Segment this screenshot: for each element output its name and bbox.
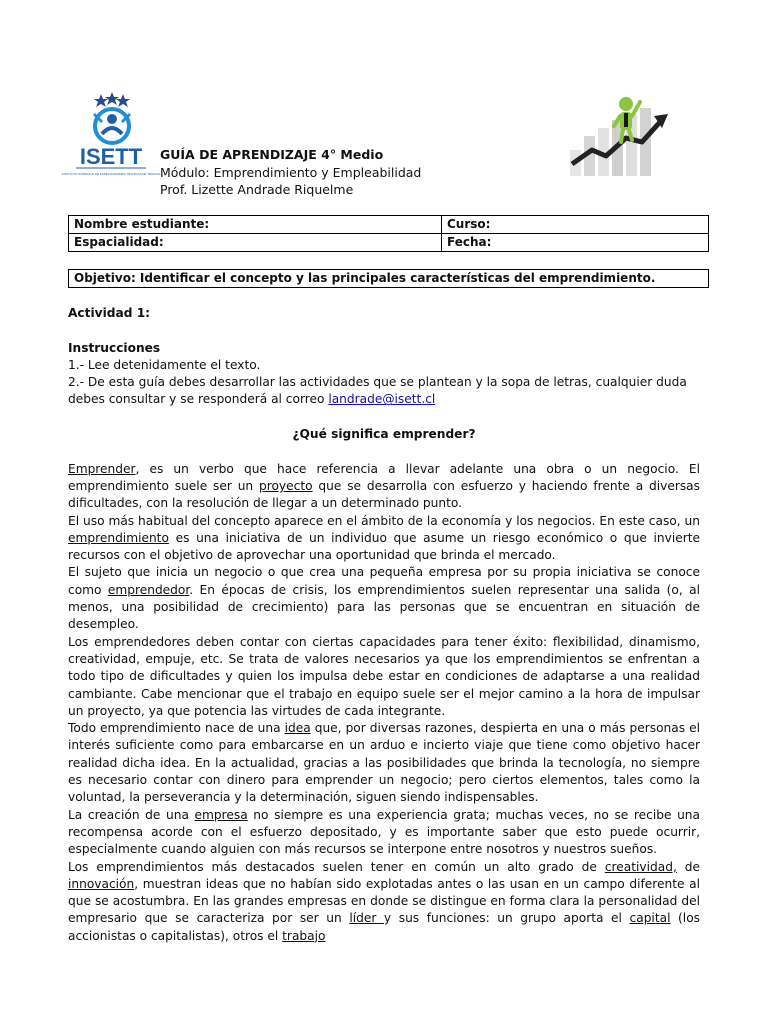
- module-name: Módulo: Emprendimiento y Empleabilidad: [160, 164, 422, 180]
- student-name-cell: Nombre estudiante:: [69, 216, 442, 234]
- table-row: [69, 216, 709, 234]
- guide-title: GUÍA DE APRENDIZAJE 4° Medio: [160, 147, 384, 162]
- paragraph-7: Los emprendimientos más destacados suelen tener en común un alto grado de creatividad, de innovación, muestran ideas que no habían sido explotadas antes o las usan en un campo diferente al que se acostumbra. En las grandes empresas en donde se distingue en forma clara la personalidad del empresario que se caracteriza por ser un líder y sus funciones: un grupo aporta el capital (los accionistas o capitalistas), otros el trabajo: [68, 859, 701, 943]
- email-link[interactable]: landrade@isett.cl: [328, 392, 436, 407]
- instructions-title: Instrucciones: [68, 340, 161, 355]
- term-emprender: Emprender: [68, 461, 136, 476]
- instruction-step-2-text: 2.- De esta guía debes desarrollar las actividades que se plantean y la sopa de letras, cualquier duda debes consultar y se responderá al correo: [68, 375, 687, 407]
- isett-logo: [61, 92, 161, 188]
- term-innovacion: innovación: [68, 876, 135, 891]
- logo-subtext: INSTITUTO SUPERIOR DE ESPECIALIDADES TÉCNICAS DE TEMUCO: [61, 172, 161, 176]
- growth-chart-illustration: [564, 92, 672, 182]
- objective-table: [68, 269, 709, 288]
- term-capital: capital: [629, 911, 671, 926]
- term-emprendedor: emprendedor: [107, 582, 190, 597]
- table-row: [69, 234, 709, 252]
- paragraph-1: Emprender, es un verbo que hace referencia a llevar adelante una obra o un negocio. El emprendimiento suele ser un proyecto que se desarrolla con esfuerzo y haciendo frente a diversas dificultades, con la resolución de llegar a un determinado punto.: [68, 461, 700, 511]
- objective-cell: Objetivo: Identificar el concepto y las principales características del emprendimiento.: [69, 270, 709, 288]
- term-proyecto: proyecto: [259, 478, 313, 493]
- term-creatividad: creatividad,: [604, 859, 677, 874]
- instruction-step-2: [68, 374, 700, 409]
- logo-text: ISETT: [79, 144, 143, 169]
- course-cell: Curso:: [442, 216, 709, 234]
- term-emprendimiento: emprendimiento: [68, 530, 169, 545]
- instruction-step-1: 1.- Lee detenidamente el texto.: [68, 357, 261, 372]
- table-row: [69, 270, 709, 288]
- paragraph-3: El sujeto que inicia un negocio o que crea una pequeña empresa por su propia iniciativa se conoce como emprendedor. En épocas de crisis, los emprendimientos suelen representar una salida (o, al menos, una posibilidad de crecimiento) para las personas que se encuentran en situación de desempleo.: [68, 565, 700, 632]
- term-idea: idea: [284, 721, 311, 736]
- guide-header: [160, 146, 421, 199]
- term-empresa: empresa: [194, 807, 248, 822]
- specialty-cell: Espacialidad:: [69, 234, 442, 252]
- student-info-table: [68, 215, 709, 252]
- term-lider: líder: [349, 911, 384, 926]
- term-trabajo: trabajo: [282, 928, 326, 943]
- section-heading: ¿Qué significa emprender?: [292, 427, 476, 442]
- paragraph-5: Todo emprendimiento nace de una idea que, por diversas razones, despierta en una o más personas el interés suficiente como para embarcarse en un arduo e incierto viaje que tiene como objetivo hacer realidad dicha idea. En la actualidad, gracias a las posibilidades que brinda la tecnología, no siempre es necesario contar con dinero para emprender un negocio; pero ciertos elementos, tales como la voluntad, la perseverancia y la determinación, siguen siendo indispensables.: [68, 721, 700, 805]
- teacher-name: Prof. Lizette Andrade Riquelme: [160, 182, 354, 197]
- activity-title: Actividad 1:: [68, 306, 151, 320]
- paragraph-6: La creación de una empresa no siempre es una experiencia grata; muchas veces, no se recibe una recompensa acorde con el esfuerzo depositado, y es importante saber que esto puede ocurrir, especialmente cuando alguien con más recursos se interpone entre nosotros y nuestros sueños.: [68, 807, 700, 857]
- paragraph-2: El uso más habitual del concepto aparece en el ámbito de la economía y los negocios. En este caso, un emprendimiento es una iniciativa de un individuo que asume un riesgo económico o que invierte recursos con el objetivo de aprovechar una oportunidad que brinda el mercado.: [68, 513, 700, 563]
- paragraph-4: Los emprendedores deben contar con ciertas capacidades para tener éxito: flexibilidad, dinamismo, creatividad, empuje, etc. Se trata de valores necesarios ya que los emprendimientos se enfrentan a todo tipo de dificultades y quien los impulsa debe estar en condiciones de adaptarse a una realidad cambiante. Cabe mencionar que el trabajo en equipo suele ser el mejor camino a la hora de impulsar un proyecto, ya que potencia las virtudes de cada integrante.: [68, 634, 700, 718]
- document-body: [68, 305, 700, 945]
- date-cell: Fecha:: [442, 234, 709, 252]
